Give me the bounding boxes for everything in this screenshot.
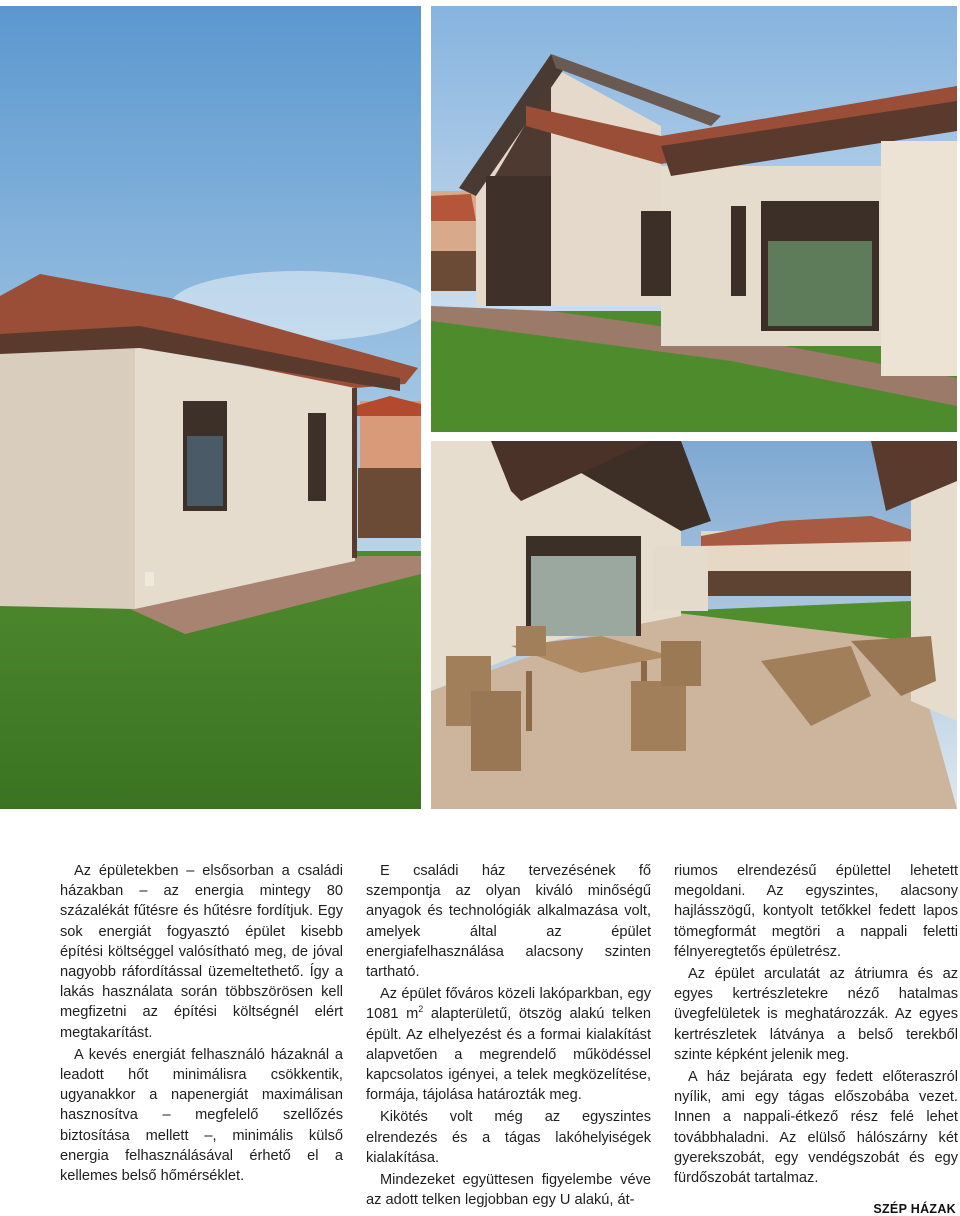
photo-house-side <box>0 6 421 809</box>
paragraph <box>366 984 651 1105</box>
article-column-1 <box>60 861 343 1186</box>
paragraph: Kikötés volt még az egyszintes elrendezés és a tágas lakóhelyiségek kialakítása. <box>366 1109 651 1166</box>
magazine-brand: SZÉP HÁZAK <box>873 1202 956 1216</box>
photo-terrace <box>431 441 957 809</box>
article-column-2 <box>366 861 651 1210</box>
paragraph: Az épületekben – elsősorban a családi házakban – az energia mintegy 80 százalékát fűtésre és hűtésre fordítjuk. Egy sok energiát fogyasztó épület kisebb építési költséggel valósítható meg, de jóval nagyobb ráfordítással üzemeltethető. Így a lakás használata során többszörösen kell megfizetni az építési költségnél elért megtakarítást. <box>60 863 343 1041</box>
text-run: Az épület főváros közeli lakóparkban, egy 1081 m <box>366 986 651 1023</box>
article-column-3 <box>674 861 958 1188</box>
text-run: alapterületű, ötszög alakú telken épült. Az elhelyezést és a formai kialakítást alapvetően a megrendelő működéssel kapcsolatos igényei, a telek megközelítése, formája, tájolása határozták meg. <box>366 1006 651 1104</box>
paragraph: Az épület arculatát az átriumra és az egyes kertrészletekre néző hatalmas üvegfelületek is meghatározzák. Az egyes kertrészletek látványa a belső terekből szinte képként jelenik meg. <box>674 966 958 1063</box>
paragraph: riumos elrendezésű épülettel lehetett megoldani. Az egyszintes, alacsony hajlásszögű, kontyolt tetőkkel fedett lapos tömegformát megtöri a nappali feletti félnyeregtetős épületrész. <box>674 863 958 960</box>
paragraph: E családi ház tervezésének fő szempontja az olyan kiváló minőségű anyagok és technológiák alkalmazása volt, amelyek által az épület energiafelhasználása alacsony szinten tartható. <box>366 863 651 981</box>
superscript: 2 <box>418 1004 424 1015</box>
paragraph: Mindezeket együttesen figyelembe véve az adott telken legjobban egy U alakú, át- <box>366 1172 651 1209</box>
paragraph: A ház bejárata egy fedett előteraszról nyílik, ami egy tágas előszobába vezet. Innen a nappali-étkező rész felé lehet továbbhaladni. Az elülső hálószárny két gyerekszobát, egy vendégszobát és egy fürdőszobát tartalmaz. <box>674 1069 958 1187</box>
photo-house-corner <box>431 6 957 432</box>
paragraph: A kevés energiát felhasználó házaknál a leadott hőt minimálisra csökkentik, ugyanakkor a napenergiát maximálisan hasznosítva – megfelelő szellőzés biztosítása mellett –, minimális külső energia felhasználásával érhető el a kellemes belső hőmérséklet. <box>60 1046 343 1185</box>
